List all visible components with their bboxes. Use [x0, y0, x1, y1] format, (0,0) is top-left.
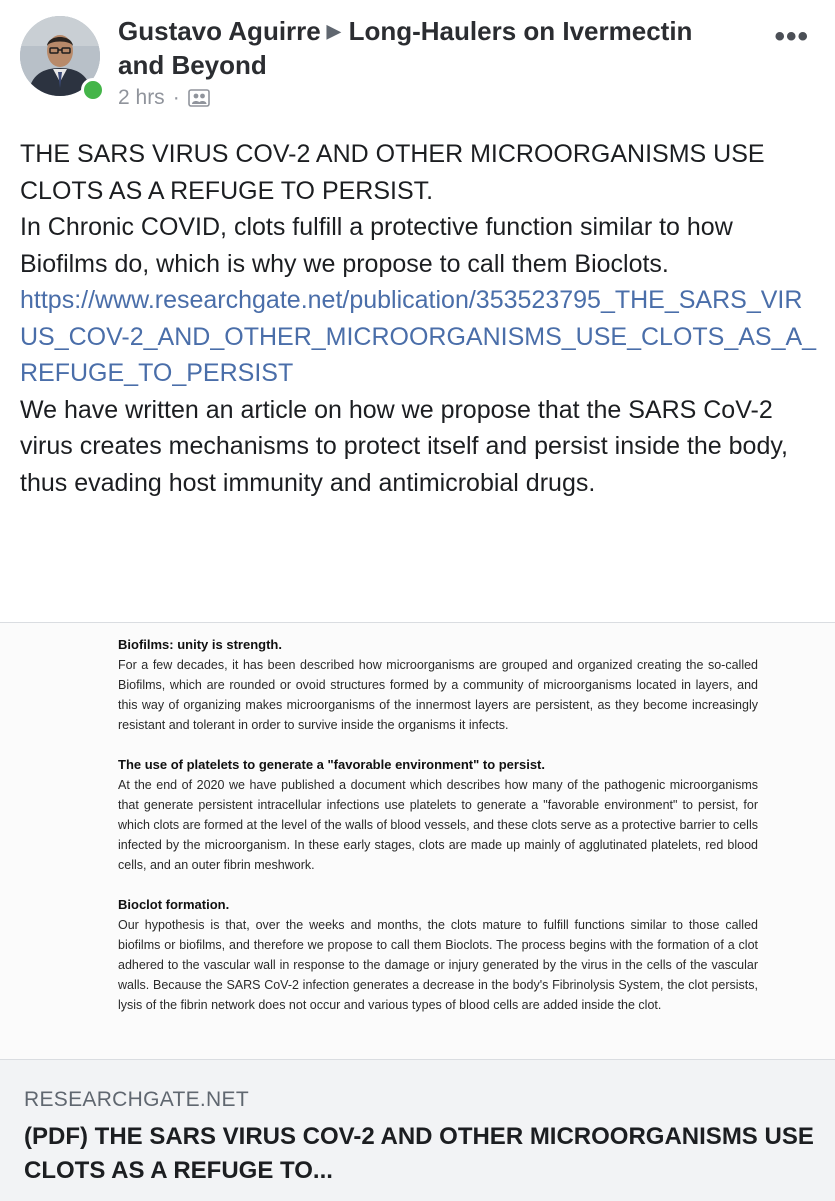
post-header — [0, 0, 835, 125]
post-title — [118, 14, 718, 82]
group-name[interactable]: Long-Haulers on Ivermectin and Beyond — [118, 16, 693, 80]
doc-heading-1: Biofilms: unity is strength. — [118, 637, 282, 652]
group-audience-icon — [188, 89, 210, 107]
doc-heading-3: Bioclot formation. — [118, 897, 230, 912]
doc-paragraph-1: For a few decades, it has been described how microorganisms are grouped and organized creating the so-called Biofilms, which are rounded or ovoid structures formed by a community of microorganisms located in layers, and this way of organizing makes microorganisms of the innermost layers are persistent, as they become increasingly resistant and tolerant in order to survive inside the organisms it infects. — [118, 658, 758, 732]
link-card[interactable] — [0, 1059, 835, 1201]
post-time[interactable]: 2 hrs — [118, 86, 165, 109]
post-paragraph-closing: We have written an article on how we propose that the SARS CoV-2 virus creates mechanisms to protect itself and persist inside the body, thus evading host immunity and antimicrobial drugs. — [20, 395, 788, 497]
link-preview-image[interactable] — [0, 623, 835, 1059]
post-body — [20, 136, 820, 501]
caret-right-icon: ▶ — [326, 21, 341, 41]
more-options-icon[interactable]: ••• — [774, 20, 809, 53]
post-meta — [118, 86, 210, 110]
link-source: RESEARCHGATE.NET — [24, 1088, 249, 1111]
doc-heading-2: The use of platelets to generate a "favorable environment" to persist. — [118, 757, 545, 772]
online-status-dot — [81, 78, 105, 102]
post-paragraph-1: THE SARS VIRUS COV-2 AND OTHER MICROORGANISMS USE CLOTS AS A REFUGE TO PERSIST. — [20, 140, 765, 205]
doc-paragraph-2: At the end of 2020 we have published a document which describes how many of the pathogenic microorganisms that generate persistent intracellular infections use platelets to generate a "favorable environment" to persist, for which clots are formed at the level of the walls of blood vessels, and these clots serve as a protective barrier to cells infected by the microorganism. In these early stages, clots are made up mainly of agglutinated platelets, red blood cells, and an outer fibrin meshwork. — [118, 778, 758, 872]
doc-paragraph-3: Our hypothesis is that, over the weeks and months, the clots mature to fulfill functions similar to those called biofilms or biofilms, and therefore we propose to call them Bioclots. The process begins with the formation of a clot adhered to the vascular wall in response to the damage or injury generated by the virus in the cells of the vascular walls. Because the SARS CoV-2 infection generates a decrease in the body's Fibrinolysis System, the clot persists, lysis of the fibrin network does not occur and various types of blood cells are added inside the clot. — [118, 918, 758, 1012]
document-excerpt — [118, 635, 758, 1035]
author-name[interactable]: Gustavo Aguirre — [118, 16, 321, 46]
meta-separator: · — [172, 86, 180, 109]
post-link[interactable]: https://www.researchgate.net/publication/353523795_THE_SARS_VIRUS_COV-2_AND_OTHER_MICROORGANISMS_USE_CLOTS_AS_A_REFUGE_TO_PERSIST — [20, 286, 817, 387]
link-title[interactable]: (PDF) THE SARS VIRUS COV-2 AND OTHER MICROORGANISMS USE CLOTS AS A REFUGE TO... — [24, 1123, 814, 1184]
post-paragraph-2: In Chronic COVID, clots fulfill a protective function similar to how Biofilms do, which is why we propose to call them Bioclots. — [20, 213, 733, 278]
